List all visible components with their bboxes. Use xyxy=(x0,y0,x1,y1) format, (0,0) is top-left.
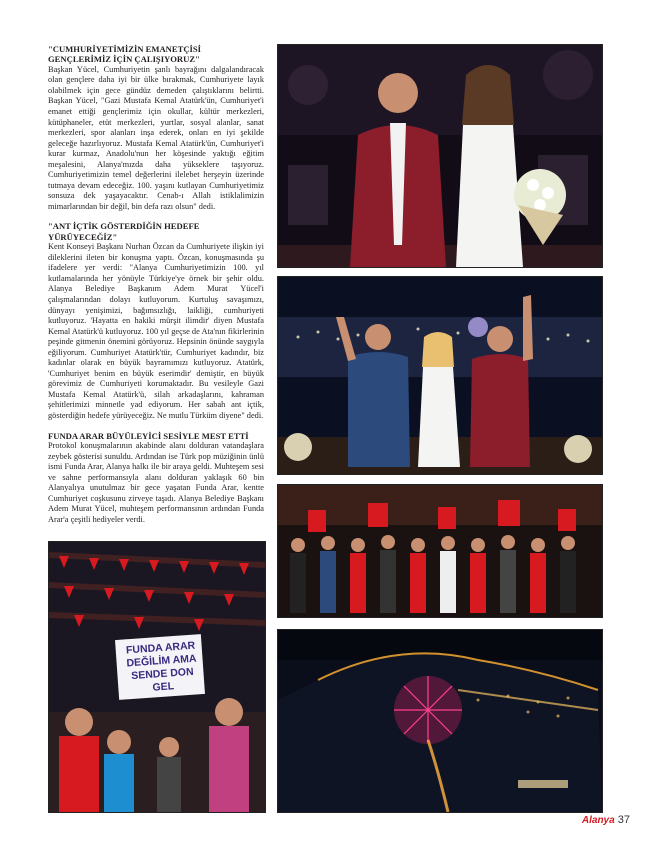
photo-stage-couple xyxy=(277,44,603,268)
section-heading-3: FUNDA ARAR BÜYÜLEYİCİ SESİYLE MEST ETTİ xyxy=(48,430,249,441)
banner-line-2: DEĞİLİM AMA xyxy=(126,652,197,670)
article-text-column xyxy=(48,44,264,534)
photo-crowd-flags xyxy=(277,484,603,618)
fan-banner-text xyxy=(119,639,204,697)
page-number: 37 xyxy=(617,814,630,826)
section-heading-1: "CUMHURİYETİMİZİN EMANETÇİSİ GENÇLERİMİZ İÇİN ÇALIŞIYORUZ" xyxy=(48,44,202,65)
photo-stage-wave xyxy=(277,276,603,475)
section-body-1: Başkan Yücel, Cumhuriyetin şanlı bayrağını dalgalandıracak olan gençlere daha iyi bir ülke bırakmak, Cumhuriyete layık olabilmek için gece gündüz demeden çalıştıklarını belirtti. Başkan Yücel, "Gazi Mustafa Kemal Atatürk'ün, Cumhuriyet'i emanet ettiği gençlerimiz için okullar, kültür merkezleri, kütüphaneler, etüt merkezleri, yurtlar, sosyal alanlar, sanat merkezleri, spor alanları inşa ederek, onları en iyi şekilde geleceğe hazırlıyoruz. Mustafa Kemal Atatürk'ün, Cumhuriyet'i kurar kurmaz, Anadolu'nun her köşesinde yaktığı eğitim meşalesini, Alanya'mızda daha yükseklere taşıyoruz. Cumhuriyetimizin temel değerlerini ilelebet herşeyin üzerinde tutmaya devam edeceğiz. 100. yaşını kutlayan Cumhuriyetimiz sonsuza dek yaşayacaktır. Cenab-ı Allah istiklalimizin mimarlarından bir değil, bin defa razı olsun" dedi. xyxy=(48,64,264,211)
photo-night-fireworks xyxy=(277,629,603,813)
banner-line-3: SENDE DON GEL xyxy=(130,665,194,694)
night-fireworks-illustration xyxy=(278,630,602,812)
stage-couple-illustration xyxy=(278,45,602,267)
section-body-3: Protokol konuşmalarının akabinde alanı dolduran vatandaşlara zeybek gösterisi sunuldu. Ardından ise Türk pop müziğinin ünlü ismi Funda Arar, Alanya halkı ile bir araya geldi. Muhteşem sesi ve sahne performansıyla alanı dolduran yaklaşık 60 bin Alanyalıya unutulmaz bir gece yaşatan Funda Arar, kentte Cumhuriyet coşkusunu zirveye taşıdı. Alanya Belediye Başkanı Adem Murat Yücel, muhteşem performansının ardından Funda Arar'a çeşitli hediyeler verdi. xyxy=(48,440,264,524)
magazine-logo: Alanya xyxy=(581,815,615,826)
page-footer xyxy=(582,814,630,826)
crowd-flags-illustration xyxy=(278,485,602,617)
photo-fans-banner xyxy=(48,541,266,813)
banner-line-1: FUNDA ARAR xyxy=(125,639,196,657)
section-body-2: Kent Konseyi Başkanı Nurhan Özcan da Cumhuriyete ilişkin iyi dileklerini ileten bir konuşma yaptı. Özcan, konuşmasında şu ifadelere yer verdi: "Alanya Cumhuriyetimizin 100. yıl kutlamalarında her yönüyle Türkiye'ye örnek bir şehir oldu. Alanya Belediye Başkanım Adem Murat Yücel'i çalışmalarından dolayı kutluyorum. Kurtuluş savaşımızı, dünyayı yenişimizi, bağımsızlığı, laikliği, cumhuriyeti kutluyoruz. 'Hayatta en hakiki mürşit ilimdir' diyen Mustafa Kemal Atatürk'ü kutluyoruz. 100 yıl geçse de Ata'nın fikirlerinin peşinde gitmenin önemini görüyoruz. Hepsinin önünde saygıyla eğiliyorum. Cumhuriyet Atatürk'tür, Cumhuriyet kadındır, biz kadınlar olarak en büyük bayramımızı kutluyoruz. Atatürk, 'Cumhuriyet benim en büyük eserimdir' demiştir, en büyük görevimiz de Cumhuriyeti korumaktadır. Bu vesileyle Gazi Mustafa Kemal Atatürk'ü, silah arkadaşlarını, kahraman şehitlerimizi minnetle yad ediyorum. Her sabah ant içtik, gösterdiğin hedefe yürüyeceğiz. Ne mutlu Türküm diyene" dedi. xyxy=(48,242,264,421)
stage-wave-illustration xyxy=(278,277,602,474)
section-heading-2: "ANT İÇTİK GÖSTERDİĞİN HEDEFE YÜRÜYECEĞİZ" xyxy=(48,221,200,242)
